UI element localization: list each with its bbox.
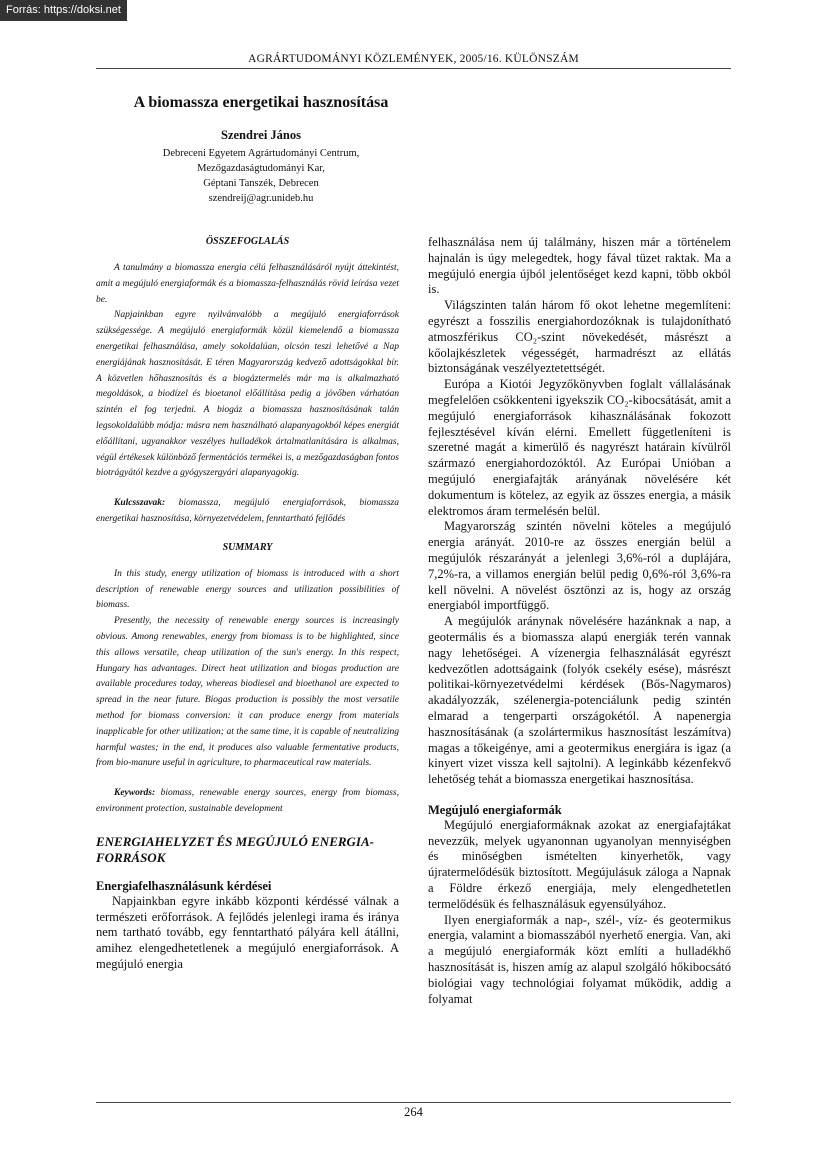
body-paragraph: Világszinten talán három fő okot lehetne megemlíteni: egyrészt a fosszilis energiahordozóknak is tulajdonítható atmoszférikus CO₂-szint növekedését, másrészt a kőolajkészletek végességét, harmadrészt az ellátás biztonságának veszélyeztetettségét. [428,298,731,376]
section-heading: ENERGIAHELYZET ÉS MEGÚJULÓ ENERGIA-FORRÁSOK [96,833,374,865]
abstract-en-heading: SUMMARY [222,541,273,553]
keywords-en-text: biomass, renewable energy sources, energy from biomass, environment protection, sustainable development [96,788,399,814]
body-paragraph: Napjainkban egyre inkább központi kérdéssé válnak a természeti erőforrások. A fejlődés jelenlegi irama és iránya nem tartható tovább, egy fenntartható pályára kell átállni, amihez elengedhetetlenek a megújuló energiaforrások. A megújuló energia [96,893,399,971]
author-email: szendreij@agr.unideb.hu [208,193,314,204]
page-number: 264 [404,1105,423,1119]
abstract-hu-keywords [96,496,399,528]
body-paragraph: Ilyen energiaformák a nap-, szél-, víz- és geotermikus energia, valamint a biomasszából nyerhető energia. Van, aki a megújuló energiaformák közt említi a hulladékhő hasznosítását is, hiszen amíg az alapul szolgáló hőkibocsátó biológiai vagy technológiai folyamat működik, addig a folyamat [428,912,731,1006]
author-name: Szendrei János [221,128,301,142]
author-affiliation [96,146,426,206]
affiliation-line-1: Debreceni Egyetem Agrártudományi Centrum, [162,148,360,159]
footer-divider [96,1102,731,1103]
keywords-hu-text: biomassza, megújuló energiaforrások, biomassza energetikai hasznosítása, környezetvédelem, fenntartható fejlődés [96,498,400,524]
body-paragraph: Megújuló energiaformáknak azokat az energiafajtákat nevezzük, melyek ugyanonnan ugyanolyan mennyiségben és minőségben ismételten kinyerhetők, vagy újratermelődésük biztosított. Megújulásuk záloga a Napnak a Földre érkező energiája, mely elengedhetetlen termelődésük és felhasználásuk egyensúlyához. [428,817,731,911]
right-column [428,235,731,1007]
body-paragraph: A megújulók aránynak növelésére hazánknak a nap, a geotermális és a biomassza alapú energiák terén vannak nagy lehetőségei. A vízenergia felhasználását egyrészt kedvezőtlen adottságaink (folyók csekély esése), másrészt politikai-környezetvédelmi kérdések (Bős-Nagymaros) akadályozzák, szélenergia-potenciálunk pedig szintén elmarad a tengerparti országokétól. A napenergia hasznosításának (a szolártermikus hasznosítást leszámítva) magas a tőkeigénye, ami a geotermikus energiára is igaz (a kinyert vizet vissza kell sajtolni). A leginkább kézenfekvő lehetőség tehát a biomassza energetikai hasznosítása. [428,614,731,787]
abstract-en-keywords [96,786,399,818]
page-title: A biomassza energetikai hasznosítása [133,94,389,111]
body-paragraph: Európa a Kiotói Jegyzőkönyvben foglalt vállalásának megfelelően csökkenteni igyekszik CO₂-kibocsátását, amit a megújuló energiaforrások kihasználásának fokozott fejlesztésével kíván elérni. Emellett függetleníteni is szeretné magát a kimerülő és nagyrészt határain kívülről származó energiahordozóktól. Az Európai Unióban a megújuló energiafajták arányának növelésére két dokumentum is kötelez, az egyik az összes energia, a másik elektromos áram termelésén belül. [428,377,731,518]
abstract-hu-paragraph-2: Napjainkban egyre nyilvánvalóbb a megújuló energiaforrások szükségessége. A megújuló energiaformák közül kiemelendő a biomassza energetikai felhasználása, amely sokoldalúan, olcsón teszi lehetővé a Nap energiájának hasznosítását. E téren Magyarország kedvező adottságokkal bír. A közvetlen hőhasznosítás és a biogáztermelés már ma is alkalmazható megoldások, a biodízel és bioetanol előállítása pedig a jövőben várhatóan szintén el fog terjedni. A biogáz a biomassza hasznosításának talán legsokoldalúbb módja: másra nem használható alapanyagokból képes energiát előállítani, ugyanakkor veszélyes hulladékok ártalmatlanítására is alkalmas, végül értékesek különböző fermentációs termékei is, a mezőgazdaságban fontos biotrágyától kezdve a gyógyszergyári alapanyagokig. [96,310,399,479]
journal-header: AGRÁRTUDOMÁNYI KÖZLEMÉNYEK, 2005/16. KÜLÖNSZÁM [248,53,579,65]
body-paragraph: Magyarország szintén növelni köteles a megújuló energia arányát. 2010-re az összes energián belül a megújulók részarányát a jelenlegi 3,6%-ról a duplájára, 7,2%-ra, a villamos energián belül pedig 0,6%-ról 3,6%-ra kell növelni. A növelést ösztönzi az is, hogy az ország energiaból importfüggő. [428,519,731,613]
abstract-en-paragraph-1: In this study, energy utilization of biomass is introduced with a short description of renewable energy sources and utilization possibilities of biomass. [96,568,399,611]
source-label: Forrás: https://doksi.net [0,0,127,21]
abstract-en-paragraph-2: Presently, the necessity of renewable energy sources is increasingly obvious. Among renewables, energy from biomass is to be highlighted, since this allows versatile, cheap utilization of the sun's energy. In this respect, Hungary has advantages. Direct heat utilization and biogas production are available procedures today, whereas biodiesel and bioethanol are expected to spread in the near future. Biogas production is possibly the most versatile method for biomass conversion: it can produce energy from materials inapplicable for other utilization; at the same time, it is capable of neutralizing harmful wastes; in the end, it produces also valuable fermentative products, from bio-manure useful in agriculture, to pharmaceutical raw materials. [96,616,399,769]
abstract-hu-heading: ÖSSZEFOGLALÁS [205,236,290,247]
affiliation-line-3: Géptani Tanszék, Debrecen [203,178,319,189]
affiliation-line-2: Mezőgazdaságtudományi Kar, [197,163,325,174]
subsection-heading: Energiafelhasználásunk kérdései [96,878,272,893]
body-paragraph-continued: felhasználása nem új találmány, hiszen már a történelem hajnalán is úgy melegedtek, hogy fával tüzet raktak. Ma a megújuló energia újból jelentőséget kezd kapni, több okból is. [428,235,731,297]
subsection-heading: Megújuló energiaformák [428,802,562,817]
keywords-en-label: Keywords: [114,788,156,799]
keywords-hu-label: Kulcsszavak: [114,498,166,509]
left-column [96,236,399,973]
abstract-hu-paragraph-1: A tanulmány a biomassza energia célú felhasználásáról nyújt áttekintést, amit a megújuló energiaformák és a biomassza-felhasználás rövid leírása vezet be. [96,263,399,305]
header-divider [96,68,731,69]
